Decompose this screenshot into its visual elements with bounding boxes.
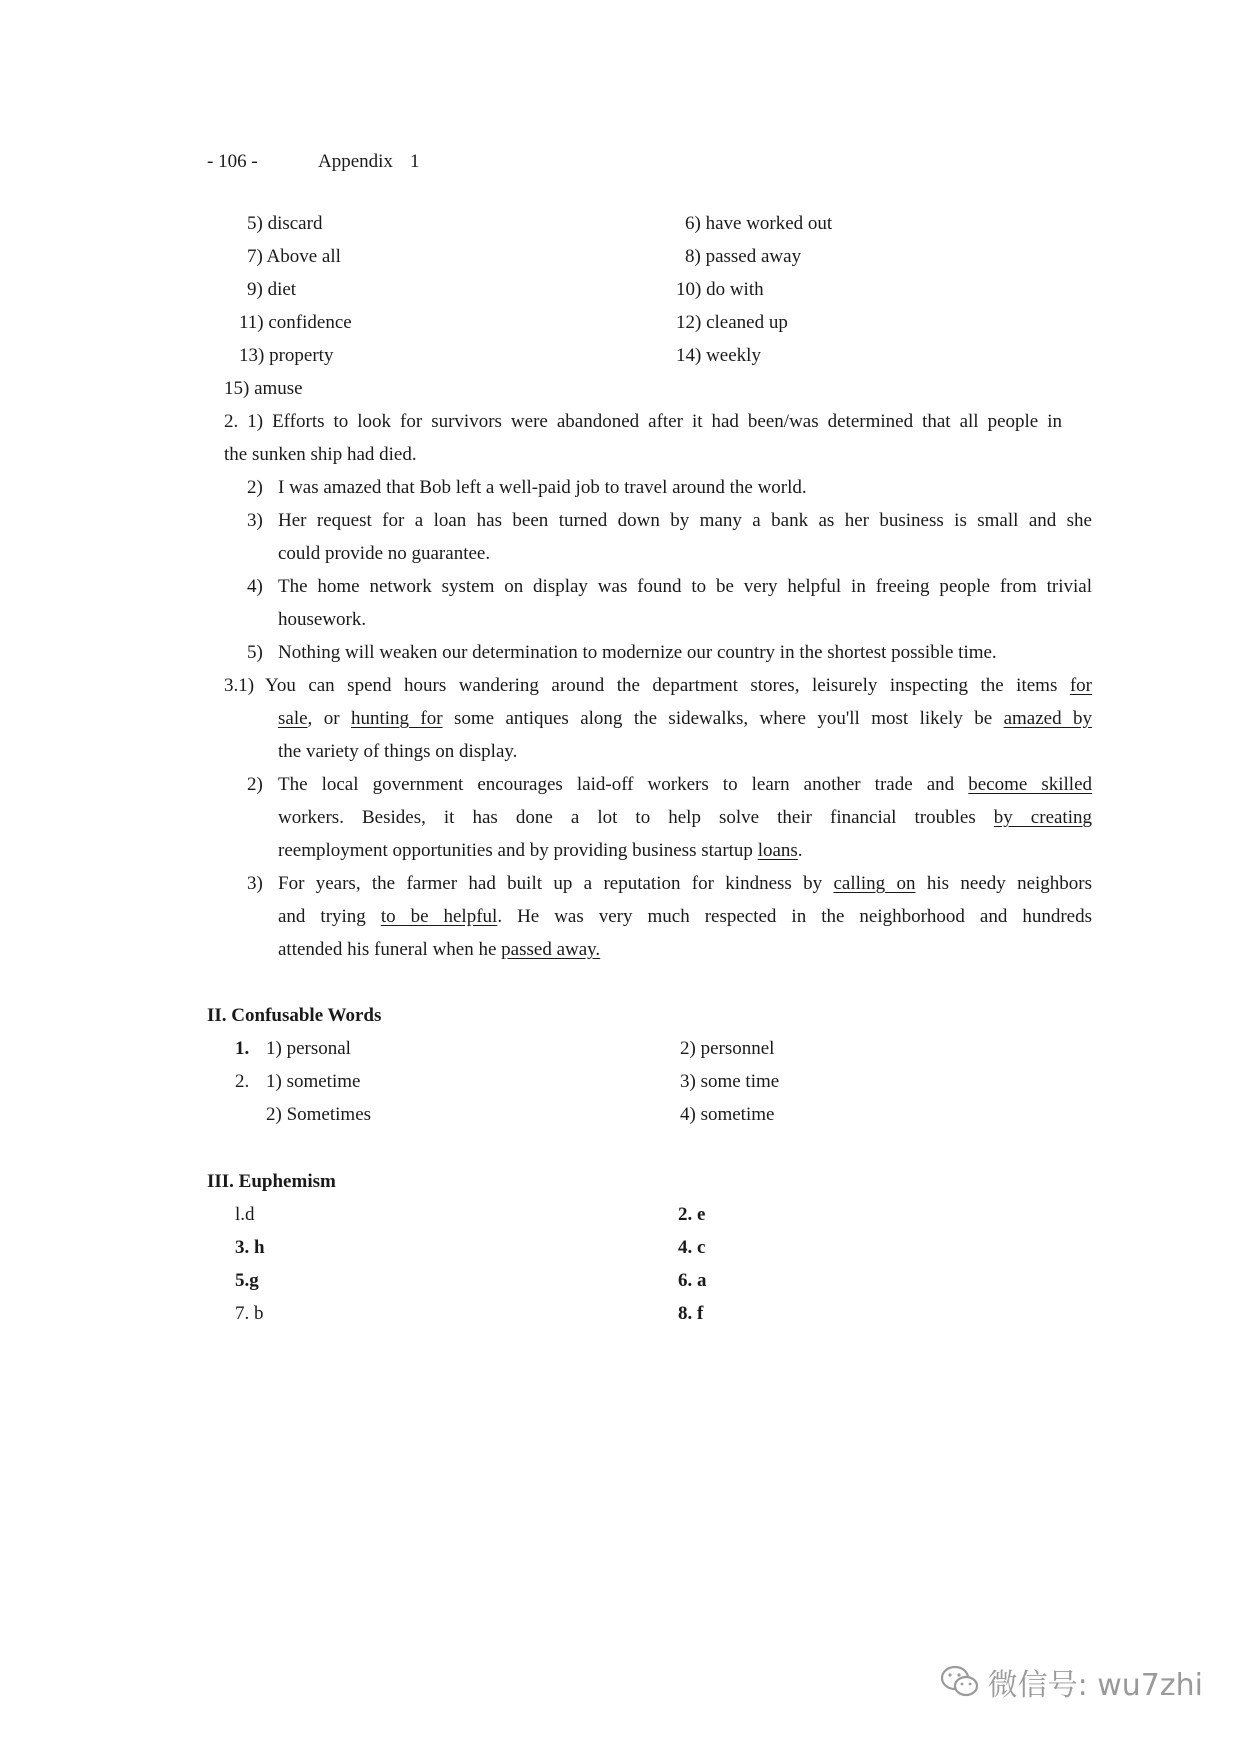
paragraph-line: I was amazed that Bob left a well-paid job to travel around the world. — [278, 477, 807, 498]
paragraph-line: sale, or hunting for some antiques along the sidewalks, where you'll most likely be amazed by — [278, 708, 1093, 729]
wechat-icon — [940, 1664, 980, 1700]
list-item: 2) personnel — [680, 1038, 775, 1059]
paragraph-line: workers. Besides, it has done a lot to help solve their financial troubles by creating — [278, 807, 1092, 828]
chapter-number: 1 — [410, 151, 420, 172]
list-item: 15) amuse — [224, 378, 303, 399]
item-number: 3) — [247, 510, 263, 531]
list-item: 1) personal — [266, 1038, 351, 1059]
item-number: 3.1) — [224, 675, 255, 696]
underlined-phrase: become skilled — [968, 774, 1092, 795]
underlined-phrase: calling on — [833, 873, 916, 894]
paragraph-line: 2. 1) Efforts to look for survivors were abandoned after it had been/was determined that all people in — [224, 411, 1062, 432]
item-number: 1. — [235, 1038, 250, 1059]
paragraph-line: The local government encourages laid-off workers to learn another trade and become skilled — [278, 774, 1092, 795]
paragraph-line: Nothing will weaken our determination to modernize our country in the shortest possible time. — [278, 642, 997, 663]
paragraph-line: reemployment opportunities and by providing business startup loans. — [278, 840, 803, 861]
paragraph-line: housework. — [278, 609, 367, 630]
watermark-text: 微信号: wu7zhi — [987, 1668, 1203, 1703]
paragraph-line: the sunken ship had died. — [224, 444, 417, 465]
underlined-phrase: for — [1069, 675, 1092, 696]
list-item: 3) some time — [680, 1071, 780, 1092]
list-item: 7. b — [235, 1303, 264, 1324]
list-item: 4. c — [678, 1237, 706, 1258]
paragraph-line: and trying to be helpful. He was very much respected in the neighborhood and hundreds — [278, 906, 1093, 927]
list-item: 8) passed away — [685, 246, 802, 267]
item-number: 4) — [247, 576, 263, 597]
list-item: 3. h — [235, 1237, 265, 1258]
item-number: 5) — [247, 642, 263, 663]
list-item: 13) property — [239, 345, 334, 366]
underlined-phrase: sale — [278, 708, 308, 729]
list-item: 5.g — [235, 1270, 259, 1291]
list-item: 8. f — [678, 1303, 704, 1324]
paragraph-line: could provide no guarantee. — [278, 543, 491, 564]
list-item: 12) cleaned up — [676, 312, 788, 333]
section-heading: III. Euphemism — [207, 1171, 336, 1192]
list-item: 6. a — [678, 1270, 707, 1291]
list-item: 2. e — [678, 1204, 706, 1225]
paragraph-line: attended his funeral when he passed away. — [278, 939, 601, 960]
item-number: 2) — [247, 477, 263, 498]
list-item: 9) diet — [247, 279, 297, 300]
underlined-phrase: by creating — [993, 807, 1092, 828]
underlined-phrase: to be helpful — [380, 906, 498, 927]
list-item: 14) weekly — [676, 345, 761, 366]
page-title: Appendix — [318, 151, 393, 172]
watermark — [940, 1660, 1203, 1704]
paragraph-line: Her request for a loan has been turned down by many a bank as her business is small and she — [278, 510, 1092, 531]
list-item: 5) discard — [247, 213, 323, 234]
item-number: 2. — [235, 1071, 250, 1092]
page-number: - 106 - — [207, 151, 258, 172]
list-item: 1) sometime — [266, 1071, 361, 1092]
list-item: l.d — [235, 1204, 255, 1225]
paragraph-line: The home network system on display was found to be very helpful in freeing people from trivial — [278, 576, 1092, 597]
list-item: 10) do with — [676, 279, 764, 300]
list-item: 7) Above all — [247, 246, 341, 267]
list-item: 4) sometime — [680, 1104, 775, 1125]
item-number: 2) — [247, 774, 263, 795]
list-item: 6) have worked out — [685, 213, 833, 234]
list-item: 11) confidence — [239, 312, 352, 333]
paragraph-line: You can spend hours wandering around the department stores, leisurely inspecting the items for — [265, 675, 1092, 696]
item-number: 3) — [247, 873, 263, 894]
underlined-phrase: loans — [757, 840, 798, 861]
section-heading: II. Confusable Words — [207, 1005, 382, 1026]
list-item: 2) Sometimes — [266, 1104, 372, 1125]
underlined-phrase: passed away. — [501, 939, 601, 960]
paragraph-line: the variety of things on display. — [278, 741, 518, 762]
paragraph-line: For years, the farmer had built up a reputation for kindness by calling on his needy neighbors — [278, 873, 1093, 894]
underlined-phrase: hunting for — [350, 708, 443, 729]
underlined-phrase: amazed by — [1003, 708, 1093, 729]
